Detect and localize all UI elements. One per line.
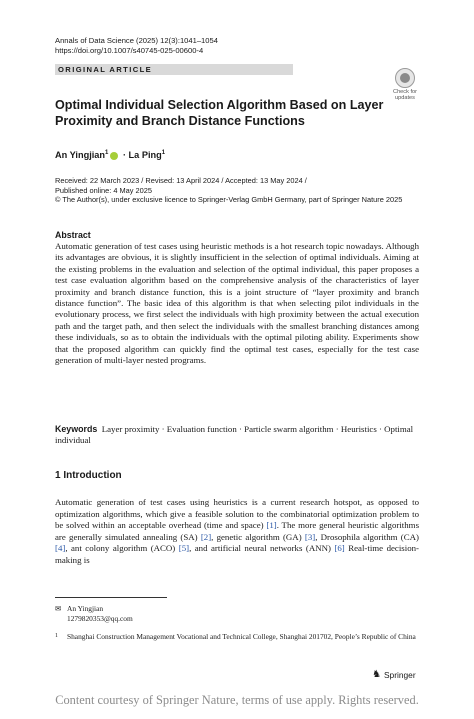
email-icon: ✉ — [55, 604, 62, 613]
courtesy-notice: Content courtesy of Springer Nature, terms of use apply. Rights reserved. — [55, 693, 419, 707]
abstract-text: Automatic generation of test cases using heuristic methods is a hot research topic nowadays. Although its advantages are obvious, it is slightly insufficient in the selection of optimal individuals. Aiming at the existing problems in the evaluation and selection of the optimal individual, this paper proposes a test case evaluation algorithm based on the comprehensive analysis of the characteristics of layer proximity and branch distance function, this is a joint structure of “layer proximity and branch distance function”. The basic idea of this algorithm is that when selecting pilot individuals in the evolutionary process, we first select the individuals with high proximity between the actual execution path and the target path, and then select the individuals with the smallest branching distances among these individuals, so as to obtain the individuals with the optimal piloting ability. Experiments show that the proposed algorithm can quickly find the optimal test cases, especially for the test case generation of multi-layer nested programs. — [55, 241, 419, 366]
section-heading: 1 Introduction — [55, 470, 122, 481]
footnote-divider — [55, 597, 167, 598]
author-name[interactable]: · La Ping — [122, 150, 162, 161]
article-type-label: ORIGINAL ARTICLE — [58, 65, 153, 74]
citation-link[interactable]: [6] — [334, 543, 345, 554]
copyright-notice: © The Author(s), under exclusive licence to Springer-Verlag GmbH Germany, part of Springer Nature 2025 — [55, 195, 403, 204]
history-published: Published online: 4 May 2025 — [55, 185, 152, 195]
abstract-heading: Abstract — [55, 230, 91, 240]
introduction-paragraph — [55, 497, 419, 567]
intro-text-span: . The more general heuristic algorithms are generally simulated annealing (SA) — [55, 520, 420, 542]
publisher-logo — [372, 669, 416, 680]
intro-text-span: , Drosophila algorithm (CA) — [315, 531, 419, 542]
publication-history — [55, 176, 425, 205]
citation-link[interactable]: [2] — [200, 531, 212, 542]
affiliation-number: 1 — [55, 633, 58, 639]
intro-text-span: , and artificial neural networks (ANN) — [189, 543, 331, 554]
check-updates-label: Check for updates — [393, 89, 417, 101]
journal-citation: Annals of Data Science (2025) 12(3):1041–1054 — [55, 36, 218, 45]
keywords-label: Keywords — [55, 424, 98, 434]
corresponding-author — [55, 604, 133, 624]
affiliation-text: Shanghai Construction Management Vocational and Technical College, Shanghai 201702, People’s Republic of China — [67, 632, 416, 641]
check-for-updates-button[interactable] — [390, 68, 420, 102]
intro-text-span: , genetic algorithm (GA) — [211, 531, 302, 542]
citation-link[interactable]: [1] — [266, 520, 277, 531]
author-name[interactable]: An Yingjian — [55, 150, 106, 161]
springer-horse-icon: ♞ — [372, 669, 381, 680]
corresponding-author-name: An Yingjian — [67, 604, 104, 613]
citation-link[interactable]: [4] — [55, 543, 66, 554]
check-updates-icon — [395, 68, 415, 88]
history-dates: Received: 22 March 2023 / Revised: 13 April 2024 / Accepted: 13 May 2024 / — [55, 176, 307, 185]
author-affil-sup: 1 — [161, 150, 166, 156]
corresponding-author-email[interactable]: 1279820353@qq.com — [67, 613, 133, 623]
citation-link[interactable]: [5] — [178, 543, 190, 554]
keywords — [55, 424, 419, 447]
publisher-name: Springer — [383, 669, 416, 680]
intro-text-span: , ant colony algorithm (ACO) — [65, 543, 176, 554]
keywords-text: Layer proximity · Evaluation function · Particle swarm algorithm · Heuristics · Optimal individual — [55, 424, 414, 446]
orcid-icon[interactable] — [110, 152, 118, 160]
author-affil-sup: 1 — [105, 150, 109, 156]
intro-text-span: Real-time decision-making is — [55, 543, 419, 565]
doi-link[interactable]: https://doi.org/10.1007/s40745-025-00600-4 — [55, 46, 204, 55]
article-type-bar — [55, 64, 293, 75]
intro-text-span: Automatic generation of test cases using heuristics is a current research hotspot, as opposed to optimization algorithms, which give a feasible solution to the combinatorial optimization problem to be solved within an acceptable overhead (time and space) — [55, 497, 419, 531]
citation-link[interactable]: [3] — [304, 531, 316, 542]
paper-title: Optimal Individual Selection Algorithm Based on Layer Proximity and Branch Distance Functions — [55, 98, 384, 128]
author-list — [55, 147, 165, 161]
